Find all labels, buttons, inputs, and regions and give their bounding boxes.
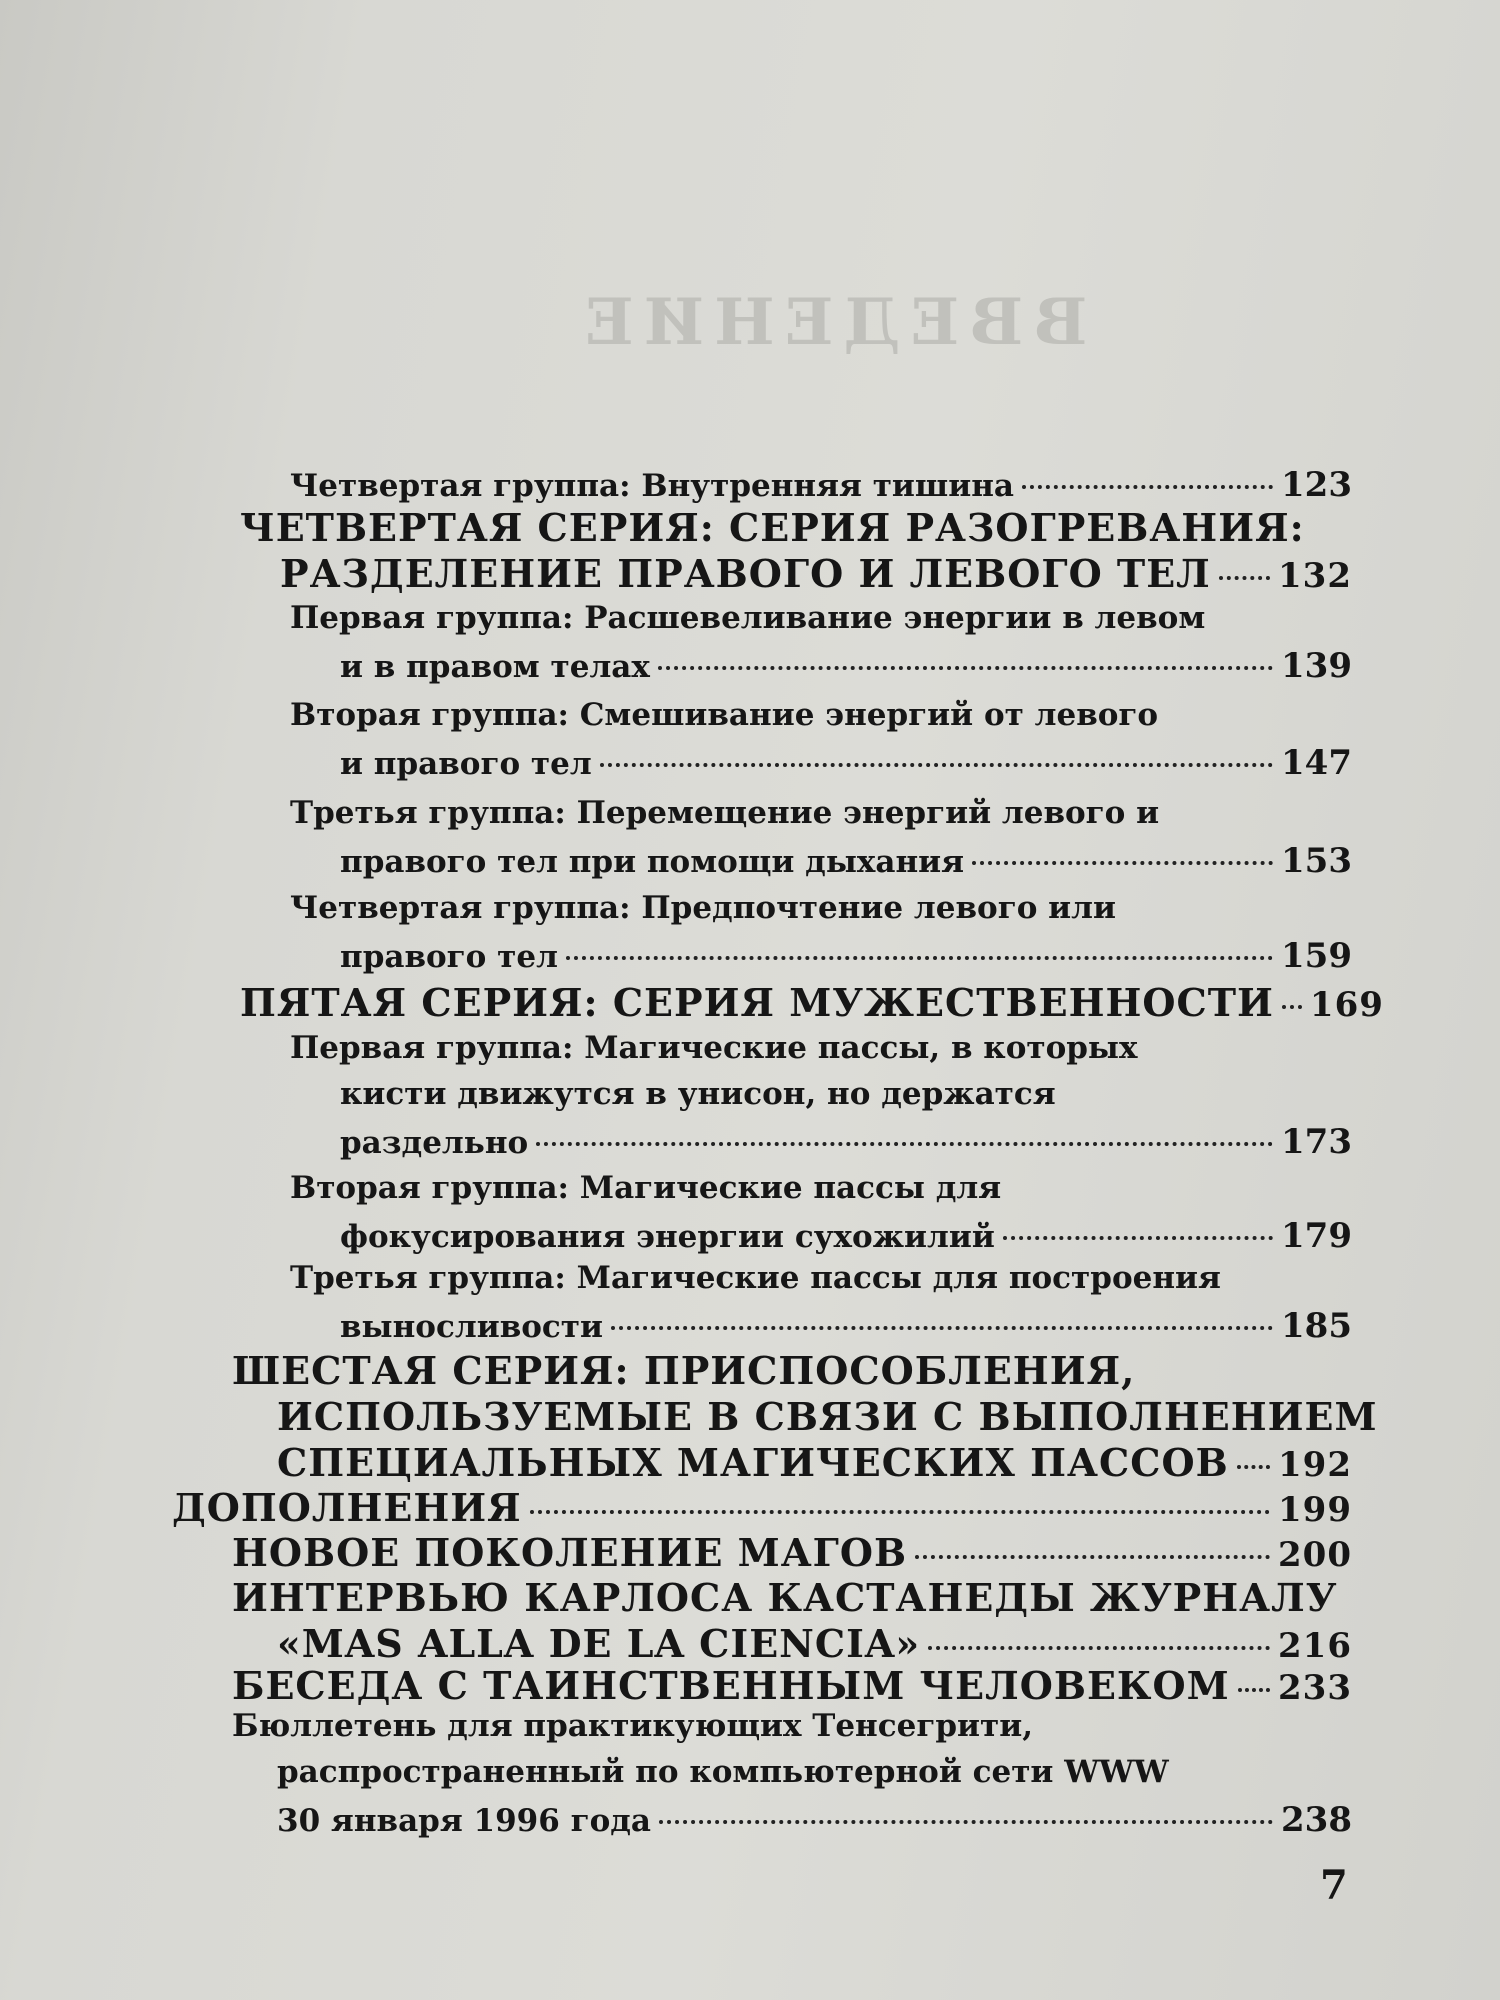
toc-entry-title: выносливости	[340, 1309, 604, 1345]
toc-entry	[240, 980, 1384, 1026]
dot-leader	[611, 1326, 1273, 1330]
toc-entry-line	[232, 1348, 1352, 1394]
dot-leader	[659, 1820, 1273, 1824]
toc-page-number: 179	[1281, 1216, 1352, 1256]
toc-page-number: 169	[1309, 985, 1384, 1025]
toc-entry-title: Четвертая группа: Предпочтение левого или	[290, 890, 1117, 926]
toc-entry-title: распространенный по компьютерной сети WWW	[277, 1754, 1169, 1790]
toc-entry-line	[290, 697, 1352, 743]
toc-entry-title: и правого тел	[340, 746, 592, 782]
toc-entry-title: Вторая группа: Магические пассы для	[290, 1170, 1002, 1206]
toc-page-number: 153	[1281, 841, 1352, 881]
toc-entry	[232, 1530, 1352, 1576]
toc-page-number: 200	[1278, 1535, 1352, 1575]
dot-leader	[972, 861, 1273, 865]
dot-leader	[928, 1646, 1270, 1650]
toc-entry-line	[240, 505, 1352, 551]
toc-entry-line	[232, 1663, 1352, 1709]
toc-entry	[240, 505, 1352, 597]
toc-entry-title: БЕСЕДА С ТАИНСТВЕННЫМ ЧЕЛОВЕКОМ	[232, 1663, 1230, 1708]
toc-entry-title: фокусирования энергии сухожилий	[340, 1219, 995, 1255]
toc-entry-title: 30 января 1996 года	[277, 1803, 652, 1839]
toc-entry-title: ЧЕТВЕРТАЯ СЕРИЯ: СЕРИЯ РАЗОГРЕВАНИЯ:	[240, 505, 1305, 550]
toc-entry-line	[232, 1708, 1352, 1754]
dot-leader	[530, 1510, 1270, 1514]
toc-page-number: 192	[1278, 1445, 1352, 1485]
toc-entry-title: РАЗДЕЛЕНИЕ ПРАВОГО И ЛЕВОГО ТЕЛ	[280, 551, 1211, 596]
page-number: 7	[1320, 1862, 1348, 1909]
toc-page-number: 233	[1278, 1668, 1352, 1708]
toc-entry-title: Вторая группа: Смешивание энергий от левого	[290, 697, 1159, 733]
toc-entry-line	[290, 1216, 1352, 1262]
toc-entry-line	[290, 795, 1352, 841]
toc-entry	[290, 1260, 1352, 1352]
toc-entry	[232, 1348, 1378, 1486]
toc-entry-line	[232, 1440, 1352, 1486]
toc-entry-line	[290, 1076, 1352, 1122]
toc-entry-line	[232, 1621, 1352, 1667]
dot-leader	[658, 666, 1273, 670]
toc-page-number: 159	[1281, 936, 1352, 976]
toc-entry-title: раздельно	[340, 1125, 529, 1161]
dot-leader	[1022, 485, 1273, 489]
toc-page-number: 185	[1281, 1306, 1352, 1346]
toc-page-number: 199	[1278, 1490, 1352, 1530]
toc-entry-line	[240, 551, 1352, 597]
toc-entry-line	[290, 600, 1352, 646]
toc-entry-title: ИНТЕРВЬЮ КАРЛОСА КАСТАНЕДЫ ЖУРНАЛУ	[232, 1575, 1338, 1620]
toc-entry	[290, 600, 1352, 692]
toc-entry-line	[290, 841, 1352, 887]
toc-entry-line	[240, 980, 1384, 1026]
dot-leader	[1003, 1236, 1273, 1240]
toc-entry-line	[290, 1122, 1352, 1168]
toc-entry-line	[232, 1394, 1378, 1440]
toc-entry-line	[290, 1260, 1352, 1306]
toc-page-number: 173	[1281, 1122, 1352, 1162]
toc-entry-line	[290, 1306, 1352, 1352]
toc-entry-title: и в правом телах	[340, 649, 650, 685]
toc-entry	[290, 890, 1352, 982]
toc-entry-line	[290, 1170, 1352, 1216]
toc-entry-line	[232, 1530, 1352, 1576]
toc-entry-line	[172, 1485, 1352, 1531]
toc-entry-title: Бюллетень для практикующих Тенсегрити,	[232, 1708, 1033, 1744]
toc-entry-line	[290, 646, 1352, 692]
dot-leader	[915, 1555, 1270, 1559]
toc-entry-title: НОВОЕ ПОКОЛЕНИЕ МАГОВ	[232, 1530, 908, 1575]
toc-page-number: 147	[1281, 743, 1352, 783]
toc-entry-title: Первая группа: Магические пассы, в которых	[290, 1030, 1138, 1066]
toc-entry-line	[232, 1800, 1352, 1846]
dot-leader	[600, 763, 1273, 767]
toc-page-number: 123	[1281, 465, 1352, 505]
toc-entry-title: «MAS ALLA DE LA CIENCIA»	[277, 1621, 921, 1666]
toc-entry-title: СПЕЦИАЛЬНЫХ МАГИЧЕСКИХ ПАССОВ	[277, 1440, 1229, 1485]
toc-page-number: 132	[1278, 556, 1352, 596]
toc-entry-title: ДОПОЛНЕНИЯ	[172, 1485, 522, 1530]
toc-entry-title: ИСПОЛЬЗУЕМЫЕ В СВЯЗИ С ВЫПОЛНЕНИЕМ	[277, 1394, 1378, 1439]
dot-leader	[1238, 1688, 1270, 1692]
toc-entry-title: Третья группа: Магические пассы для построения	[290, 1260, 1221, 1296]
toc-entry	[290, 795, 1352, 887]
dot-leader	[536, 1142, 1273, 1146]
toc-entry	[290, 1030, 1352, 1168]
toc-entry-line	[290, 890, 1352, 936]
toc-entry-title: Четвертая группа: Внутренняя тишина	[290, 468, 1014, 504]
dot-leader	[1237, 1465, 1270, 1469]
toc-page-number: 139	[1281, 646, 1352, 686]
toc-entry-title: Третья группа: Перемещение энергий левого и	[290, 795, 1160, 831]
toc-entry	[172, 1485, 1352, 1531]
dot-leader	[566, 956, 1273, 960]
toc-entry-title: правого тел	[340, 939, 558, 975]
toc-entry-line	[290, 1030, 1352, 1076]
toc-entry-title: правого тел при помощи дыхания	[340, 844, 965, 880]
toc-entry-title: ШЕСТАЯ СЕРИЯ: ПРИСПОСОБЛЕНИЯ,	[232, 1348, 1136, 1393]
toc-entry-line	[232, 1754, 1352, 1800]
toc-entry-title: кисти движутся в унисон, но держатся	[340, 1076, 1056, 1112]
toc-entry-title: ПЯТАЯ СЕРИЯ: СЕРИЯ МУЖЕСТВЕННОСТИ	[240, 980, 1274, 1025]
toc-entry-line	[232, 1575, 1352, 1621]
toc-entry	[232, 1663, 1352, 1709]
dot-leader	[1282, 1005, 1302, 1009]
toc-entry-line	[290, 743, 1352, 789]
toc-entry	[290, 697, 1352, 789]
toc-page-number: 238	[1281, 1800, 1352, 1840]
toc-entry-title: Первая группа: Расшевеливание энергии в левом	[290, 600, 1206, 636]
toc-entry	[232, 1575, 1352, 1667]
toc-entry-line	[290, 936, 1352, 982]
dot-leader	[1219, 576, 1270, 580]
toc-entry	[290, 1170, 1352, 1262]
toc-entry	[232, 1708, 1352, 1846]
toc-page-number: 216	[1278, 1626, 1352, 1666]
show-through-title: ВВЕДЕНИЕ	[575, 285, 1088, 360]
